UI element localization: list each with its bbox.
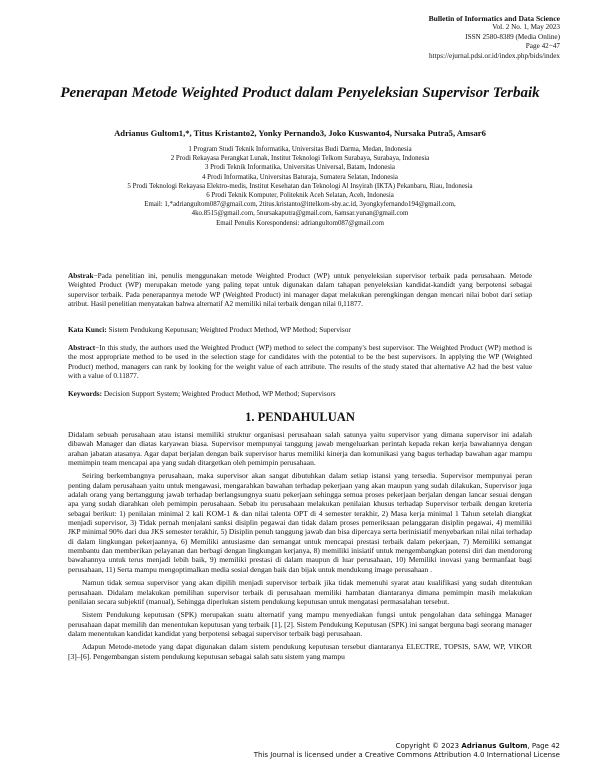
abstrak-text: −Pada penelitian ini, penulis menggunakan metode Weighted Product (WP) untuk penyeleksian supervisor terbaik pada perusahaan. Metode Weighted Product (WP) merupakan metode yang paling tepat untuk digunakan dalam tahapan penyeleksian kandidat-kandidt yang berpotensi sebagai supervisor terbaik. Pada penerapannya metode WP (Weighted Product) ini manager dapat melakukan perengkingan dengan mencari nilai bobot dari setiap atribut. Hasil penelitian menyatakan bahwa alternatif A2 memiliki nilai terbaik dengan nilai 0,11877. — [68, 271, 532, 308]
kata-kunci-text: Sistem Pendukung Keputusan; Weighted Product Method, WP Method; Supervisor — [106, 325, 351, 334]
journal-volume: Vol. 2 No. 1, May 2023 — [492, 23, 560, 32]
journal-header — [429, 14, 560, 61]
affiliations — [40, 145, 560, 228]
paragraph: Seiring berkembangnya perusahaan, maka supervisor akan sangat dibutuhkan dalam setiap istansi yang tersedia. Supervisor mempunyai peran penting dalam perusahaan yaitu untuk mengawasi, mengarahkan bawahan terhadap pekerjaan yang akan maupun yang sudah dilakukan, Supervisor juga adalah orang yang bertanggung jawab terhadap berlangsungnya suatu pekerjaan sehingga semua proses pekerjaan berjalan dengan lancar sesuai dengan apa yang sudah diarahkan oleh pemimpin perusahaan. Sebab itu perusahaan melakukan penilaian khusus terhadap Supervisor terbaik dengan kreteria sebagai berikut: 1) penilaian minimal 2 kali KOM-1 & dan nilai talenta OPT di 4 semester terakhir, 2) Masa kerja minimal 1 Tahun setelah diangkat menjadi supervisor, 3) Tidak pernah menjalani sanksi disiplin pegawai dan tidak dalam proses pemeriksaan pelanggaran disiplin pegawai, 4) memiliki JKP minimal 90% dari dua JKS semester terakhir, 5) Disiplin penuh tanggung jawab dan bisa dipercaya serta berinisiatif menyebarkan nilai nilai terhadap di dalam lingkungan pekerjaannya, 6) Memiliki antusiasme dan semangat untuk mencapai prestasi terbaik dalam pekerjaan, 7) Memiliki semangat membantu dan memberikan pelayanan dan berbagi dengan lingkungan kerjanya, 8) memiliki inisiatif untuk mengembangkan potensi diri dan mendorong bawahannya untuk terus menjadi lebih baik, 9) memiliki prestasi di dalam maupun di luar perusahaan, 10) Memiliki inovasi yang bermanfaat bagi perusahaan, 11) Serta mampu mengoptimalkan media sosial dengan baik dan bijak untuk mendukung image perusahaan . — [68, 471, 532, 574]
email-line: 4ko.8515@gmail.com, 5nursakaputra@gmail.com, 6amsar.yunan@gmail.com — [191, 210, 409, 218]
corresponding-email: Email Penulis Korespondensi: adriangultom087@gmail.com — [216, 219, 384, 227]
journal-pages: Page 42−47 — [525, 42, 560, 51]
keywords-block — [68, 389, 532, 398]
affiliation-line: 3 Prodi Teknik Informatika, Universitas Universal, Batam, Indonesia — [205, 164, 395, 172]
affiliation-line: 2 Prodi Rekayasa Perangkat Lunak, Institut Teknologi Telkom Surabaya, Surabaya, Indonesia — [170, 155, 430, 163]
keywords-label: Keywords: — [68, 389, 103, 398]
abstrak-block — [68, 271, 532, 308]
paragraph: Didalam sebuah perusahaan atau istansi memiliki struktur organisasi perusahaan salah satunya yaitu supervisor yang dimana supervisor ini adalah dibawah Manager dan diatas karyawan biasa. Supervisor mempunyai tanggung jawab mengeluarkan perintah kepada rekan kerja bawahannya dengan arahan jabatan atasanya. Agar dapat berjalan dengan baik supervisor harus memiliki kinerja dan komunikasi yang bagus terhadap bawahan agar mampu memimpin team mencapai apa yang sudah ditargetkan oleh pemimpin perusahaan. — [68, 430, 532, 468]
page-footer — [254, 742, 560, 760]
copyright-line — [254, 742, 560, 751]
author-list: Adrianus Gultom1,*, Titus Kristanto2, Yonky Pernando3, Joko Kuswanto4, Nursaka Putra5, Amsar6 — [114, 128, 486, 138]
section-title: 1. PENDAHULUAN — [245, 410, 355, 424]
journal-url[interactable]: https://ejurnal.pdsi.or.id/index.php/bids/index — [429, 51, 560, 60]
abstract-label: Abstract — [68, 343, 96, 352]
email-line: Email: 1,*adriangultom087@gmail.com, 2titus.kristanto@ittelkom-sby.ac.id, 3yongkyfernando194@gmail.com, — [144, 201, 456, 209]
abstract-text: −In this study, the authors used the Weighted Product (WP) method to select the company's best supervisor. The Weighted Product (WP) method is the most appropriate method to be used in the selection stage for candidates with the potential to be the best supervisors. In applying the WP (Weighted Product) method, managers can rank by looking for the weight value of each attribute. The results of the study stated that alternative A2 had the best value with a value of 0.11877. — [68, 343, 532, 380]
paragraph: Namun tidak semua supervisor yang akan dipilih menjadi supervisor terbaik jika tidak memenuhi syarat atau kualifikasi yang sudah ditentukan perusahaan. Didalam melakukan pemilihan supervisor terbaik di perusahaan memiliki hambatan diantaranya dimana pemimpin masih melakukan penilaian secara subjektif (manual), Sehingga diperlukan sistem pendukung keputusan untuk mengatasi permasalahan tersebut. — [68, 578, 532, 606]
affiliation-line: 5 Prodi Teknologi Rekayasa Elektro-medis, Institut Kesehatan dan Teknologi Al Insyirah (IKTA) Pekanbaru, Riau, Indonesia — [127, 182, 473, 190]
body-text — [68, 430, 532, 661]
kata-kunci-label: Kata Kunci: — [68, 325, 107, 334]
abstrak-label: Abstrak — [68, 271, 94, 280]
affiliation-line: 4 Prodi Informatika, Universitas Baturaja, Sumatera Selatan, Indonesia — [202, 173, 398, 181]
keywords-text: Decision Support System; Weighted Product Method, WP Method; Supervisors — [102, 389, 336, 398]
affiliation-line: 6 Prodi Teknik Komputer, Politeknik Aceh Selatan, Aceh, Indonesia — [206, 192, 394, 200]
journal-name: Bulletin of Informatics and Data Science — [428, 14, 560, 23]
copyright-suffix: , Page 42 — [527, 742, 560, 750]
abstract-block — [68, 343, 532, 380]
paragraph: Sistem Pendukung keputusan (SPK) merupakan suatu alternatif yang mampu menyediakan fungsi untuk pengolahan data sehingga Manager perusahaan dapat memilih dan menentukan keputusan yang terbaik [1], [2]. Sistem Pendukung Keputusan (SPK) ini sangat berguna bagi seorang manager dalam menentukan kandidat kandidat yang berpotensi sebagai supervisor terbaik bagi perusahaan. — [68, 610, 532, 638]
paragraph: Adapun Metode-metode yang dapat digunakan dalam sistem pendukung keputusan tersebut diantaranya ELECTRE, TOPSIS, SAW, WP, VIKOR [3]–[6]. Pengembangan sistem pendukung keputusan sebagai salah satu sistem yang mampu — [68, 642, 532, 661]
license-line[interactable]: This Journal is licensed under a Creative Commons Attribution 4.0 International License — [253, 751, 560, 760]
journal-issn: ISSN 2580-8389 (Media Online) — [465, 32, 560, 41]
copyright-author: Adrianus Gultom — [461, 742, 528, 750]
copyright-prefix: Copyright © 2023 — [395, 742, 462, 750]
affiliation-line: 1 Program Studi Teknik Informatika, Universitas Budi Darma, Medan, Indonesia — [188, 146, 412, 153]
paper-title: Penerapan Metode Weighted Product dalam Penyeleksian Supervisor Terbaik — [60, 85, 540, 101]
kata-kunci-block — [68, 325, 532, 334]
